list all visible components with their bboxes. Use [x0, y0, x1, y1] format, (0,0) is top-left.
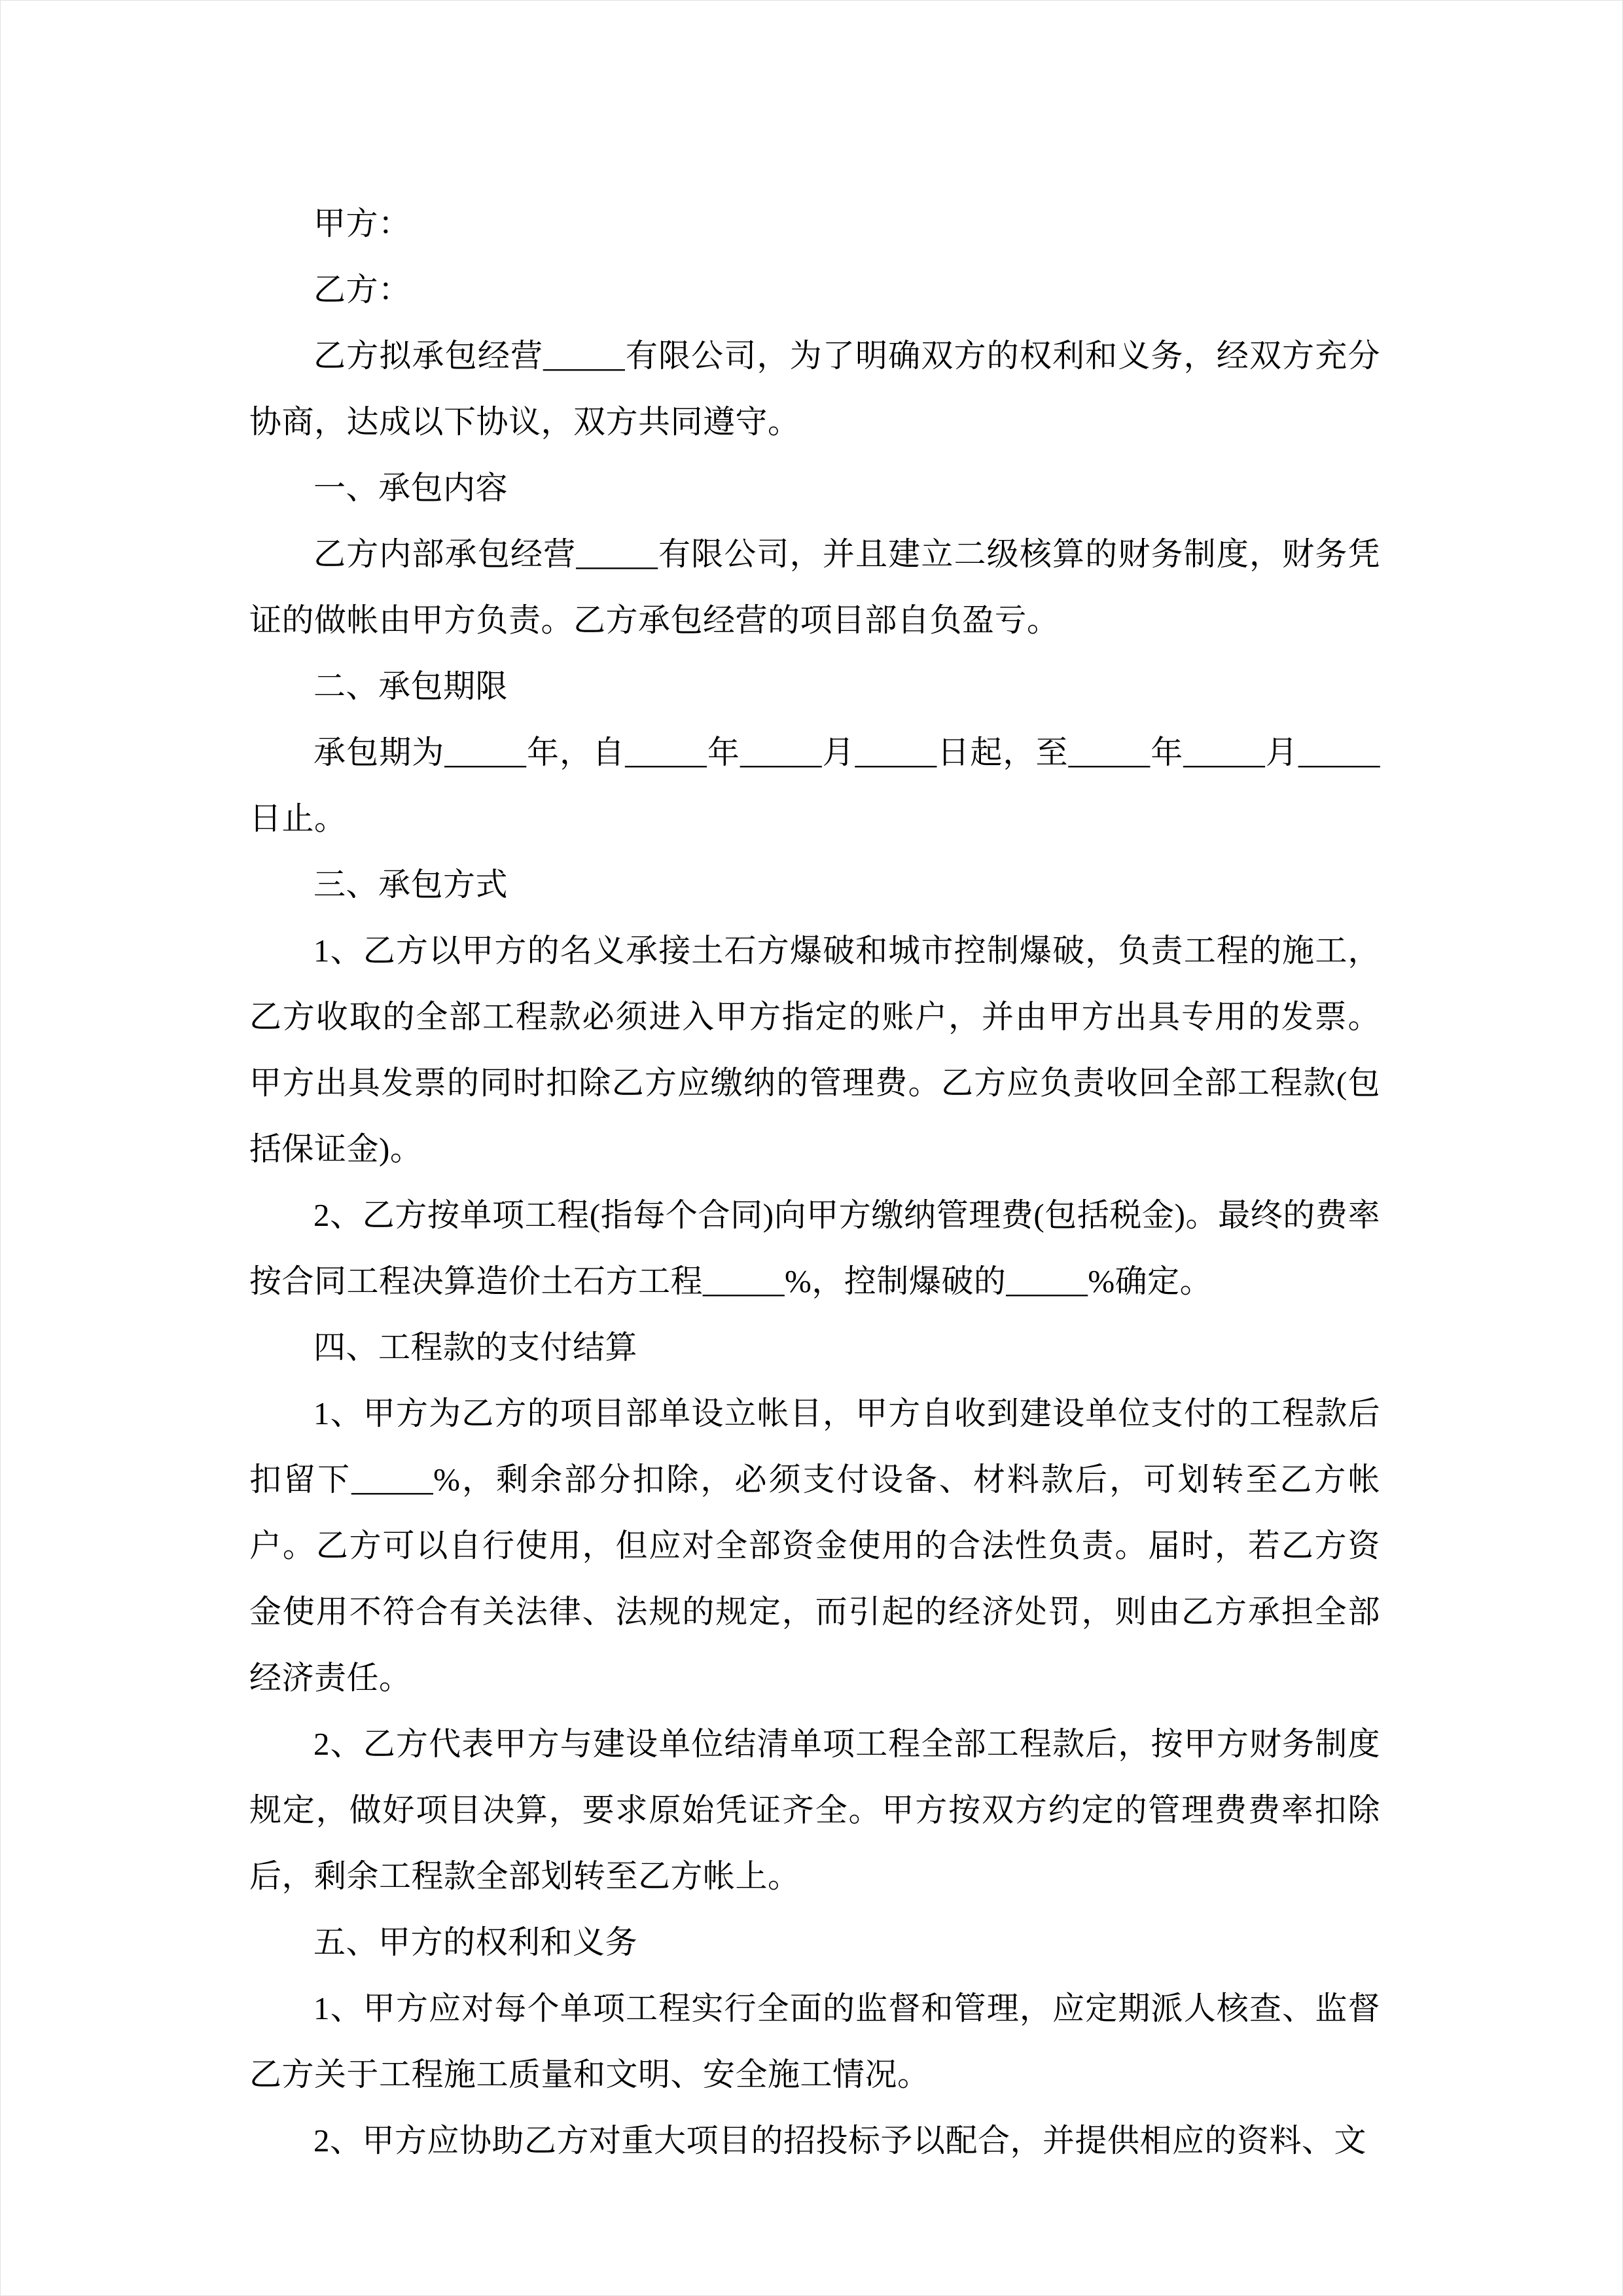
section-5-item-1: 1、甲方应对每个单项工程实行全面的监督和管理，应定期派人核查、监督乙方关于工程施工质量和文明、安全施工情况。 [249, 1990, 1380, 2092]
paragraph-preamble: 乙方拟承包经营_____有限公司，为了明确双方的权利和义务，经双方充分协商，达成以下协议，双方共同遵守。 [249, 338, 1380, 440]
section-3-item-1: 1、乙方以甲方的名义承接土石方爆破和城市控制爆破，负责工程的施工，乙方收取的全部工程款必须进入甲方指定的账户，并由甲方出具专用的发票。甲方出具发票的同时扣除乙方应缴纳的管理费。乙方应负责收回全部工程款(包括保证金)。 [249, 933, 1380, 1167]
section-2-body: 承包期为_____年，自_____年_____月_____日起，至_____年_____月_____日止。 [249, 734, 1380, 836]
section-heading-4: 四、工程款的支付结算 [313, 1329, 638, 1365]
paragraph-party-a: 甲方： [313, 206, 411, 242]
document-content [1, 1, 1622, 2174]
section-4-item-1: 1、甲方为乙方的项目部单设立帐目，甲方自收到建设单位支付的工程款后扣留下_____%，剩余部分扣除，必须支付设备、材料款后，可划转至乙方帐户。乙方可以自行使用，但应对全部资金使用的合法性负责。届时，若乙方资金使用不符合有关法律、法规的规定，而引起的经济处罚，则由乙方承担全部经济责任。 [249, 1395, 1380, 1696]
section-4-item-2: 2、乙方代表甲方与建设单位结清单项工程全部工程款后，按甲方财务制度规定，做好项目决算，要求原始凭证齐全。甲方按双方约定的管理费费率扣除后，剩余工程款全部划转至乙方帐上。 [249, 1726, 1380, 1894]
section-1-body: 乙方内部承包经营_____有限公司，并且建立二级核算的财务制度，财务凭证的做帐由甲方负责。乙方承包经营的项目部自负盈亏。 [249, 536, 1380, 638]
section-3-item-2: 2、乙方按单项工程(指每个合同)向甲方缴纳管理费(包括税金)。最终的费率按合同工程决算造价土石方工程_____%，控制爆破的_____%确定。 [249, 1197, 1380, 1299]
section-5-item-2: 2、甲方应协助乙方对重大项目的招投标予以配合，并提供相应的资料、文 [313, 2123, 1367, 2159]
section-heading-5: 五、甲方的权利和义务 [313, 1924, 638, 1960]
section-heading-1: 一、承包内容 [313, 470, 508, 506]
section-heading-2: 二、承包期限 [313, 668, 508, 704]
paragraph-party-b: 乙方： [313, 272, 411, 308]
section-heading-3: 三、承包方式 [313, 867, 508, 903]
